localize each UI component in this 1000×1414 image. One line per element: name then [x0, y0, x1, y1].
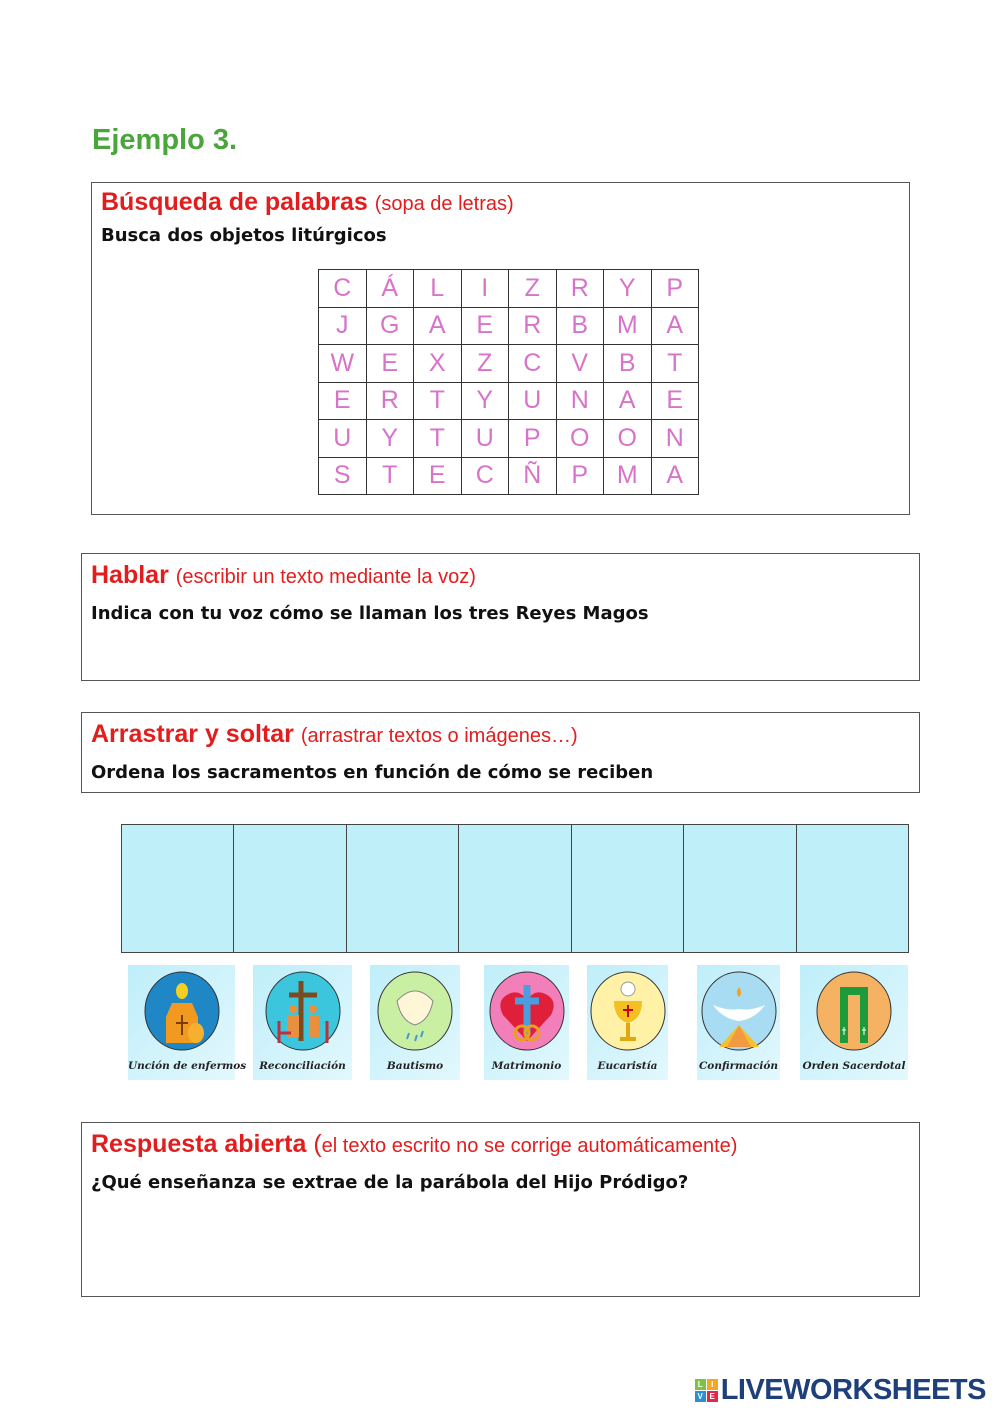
heading-text: Arrastrar y soltar — [91, 720, 294, 748]
grid-cell[interactable]: C — [461, 457, 509, 495]
chalice-icon — [588, 971, 668, 1051]
heading-paren: ( — [313, 1130, 322, 1158]
grid-row — [319, 345, 699, 383]
grid-cell[interactable]: P — [509, 420, 557, 458]
grid-cell[interactable]: P — [556, 457, 604, 495]
grid-cell[interactable]: U — [509, 382, 557, 420]
shell-water-icon — [375, 971, 455, 1051]
sacrament-card[interactable] — [253, 965, 352, 1080]
open-answer-section[interactable] — [81, 1122, 920, 1297]
grid-cell[interactable]: O — [556, 420, 604, 458]
grid-cell[interactable]: Z — [509, 270, 557, 308]
instruction: Ordena los sacramentos en función de cómo se reciben — [91, 762, 654, 783]
logo-text: LIVEWORKSHEETS — [720, 1374, 986, 1406]
drop-slots — [121, 824, 909, 953]
heading-text: Respuesta abierta — [91, 1130, 307, 1158]
word-search-grid — [318, 269, 699, 495]
sacrament-card[interactable] — [484, 965, 569, 1080]
grid-row — [319, 382, 699, 420]
liveworksheets-logo — [695, 1374, 986, 1407]
instruction: Indica con tu voz cómo se llaman los tres Reyes Magos — [91, 603, 649, 624]
speak-section[interactable] — [81, 553, 920, 681]
grid-cell[interactable]: A — [414, 307, 462, 345]
grid-cell[interactable]: G — [366, 307, 414, 345]
section-heading — [101, 188, 514, 217]
heading-text: Búsqueda de palabras — [101, 188, 368, 216]
drop-slot[interactable] — [684, 825, 796, 952]
grid-cell[interactable]: R — [556, 270, 604, 308]
heading-note: el texto escrito no se corrige automáticamente) — [321, 1135, 738, 1157]
grid-cell[interactable]: R — [509, 307, 557, 345]
grid-cell[interactable]: T — [366, 457, 414, 495]
grid-cell[interactable]: V — [556, 345, 604, 383]
heading-note: (sopa de letras) — [374, 193, 514, 215]
instruction: ¿Qué enseñanza se extrae de la parábola del Hijo Pródigo? — [91, 1172, 689, 1193]
card-label: Confirmación — [698, 1060, 779, 1072]
section-heading — [91, 561, 476, 590]
card-label: Bautismo — [386, 1060, 444, 1072]
logo-tiles-icon: L I V E — [695, 1379, 718, 1402]
instruction: Busca dos objetos litúrgicos — [101, 225, 387, 246]
heart-rings-icon — [487, 971, 567, 1051]
grid-cell[interactable]: M — [604, 307, 652, 345]
grid-cell[interactable]: Á — [366, 270, 414, 308]
grid-row — [319, 270, 699, 308]
grid-cell[interactable]: E — [319, 382, 367, 420]
grid-cell[interactable]: O — [604, 420, 652, 458]
grid-cell[interactable]: T — [651, 345, 699, 383]
grid-cell[interactable]: W — [319, 345, 367, 383]
card-label: Matrimonio — [491, 1060, 562, 1072]
grid-cell[interactable]: U — [461, 420, 509, 458]
section-heading — [91, 1130, 737, 1159]
grid-cell[interactable]: L — [414, 270, 462, 308]
grid-cell[interactable]: Ñ — [509, 457, 557, 495]
sacrament-card[interactable] — [800, 965, 908, 1080]
grid-cell[interactable]: B — [604, 345, 652, 383]
section-heading — [91, 720, 578, 749]
drag-section — [81, 712, 920, 793]
cross-confession-icon — [263, 971, 343, 1051]
card-label: Orden Sacerdotal — [802, 1060, 906, 1072]
grid-cell[interactable]: M — [604, 457, 652, 495]
drop-slot[interactable] — [459, 825, 571, 952]
grid-row — [319, 307, 699, 345]
sacrament-card[interactable] — [128, 965, 247, 1080]
grid-row — [319, 420, 699, 458]
grid-cell[interactable]: Y — [604, 270, 652, 308]
drop-slot[interactable] — [797, 825, 908, 952]
stole-icon — [814, 971, 894, 1051]
sacrament-card[interactable] — [587, 965, 668, 1080]
sacrament-card[interactable] — [370, 965, 460, 1080]
grid-cell[interactable]: E — [414, 457, 462, 495]
heading-text: Hablar — [91, 561, 169, 589]
drop-slot[interactable] — [234, 825, 346, 952]
grid-row — [319, 457, 699, 495]
grid-cell[interactable]: N — [651, 420, 699, 458]
grid-cell[interactable]: X — [414, 345, 462, 383]
sacrament-card[interactable] — [697, 965, 780, 1080]
grid-cell[interactable]: R — [366, 382, 414, 420]
grid-cell[interactable]: A — [604, 382, 652, 420]
grid-cell[interactable]: T — [414, 420, 462, 458]
grid-cell[interactable]: E — [651, 382, 699, 420]
card-label: Reconciliación — [259, 1060, 346, 1072]
grid-cell[interactable]: U — [319, 420, 367, 458]
grid-cell[interactable]: E — [461, 307, 509, 345]
grid-cell[interactable]: N — [556, 382, 604, 420]
grid-cell[interactable]: T — [414, 382, 462, 420]
grid-cell[interactable]: B — [556, 307, 604, 345]
grid-cell[interactable]: C — [319, 270, 367, 308]
oil-jar-icon — [142, 971, 222, 1051]
grid-cell[interactable]: Y — [366, 420, 414, 458]
drop-slot[interactable] — [572, 825, 684, 952]
grid-cell[interactable]: Y — [461, 382, 509, 420]
grid-cell[interactable]: I — [461, 270, 509, 308]
grid-cell[interactable]: A — [651, 457, 699, 495]
page-title: Ejemplo 3. — [92, 124, 238, 156]
heading-note: (arrastrar textos o imágenes…) — [300, 725, 578, 747]
grid-cell[interactable]: J — [319, 307, 367, 345]
grid-cell[interactable]: S — [319, 457, 367, 495]
grid-cell[interactable]: E — [366, 345, 414, 383]
heading-note: (escribir un texto mediante la voz) — [175, 566, 476, 588]
drop-slot[interactable] — [347, 825, 459, 952]
grid-cell[interactable]: C — [509, 345, 557, 383]
grid-cell[interactable]: P — [651, 270, 699, 308]
grid-cell[interactable]: Z — [461, 345, 509, 383]
drop-slot[interactable] — [122, 825, 234, 952]
dove-icon — [699, 971, 779, 1051]
card-label: Eucaristía — [597, 1060, 658, 1072]
card-label: Unción de enfermos — [128, 1060, 247, 1072]
grid-cell[interactable]: A — [651, 307, 699, 345]
